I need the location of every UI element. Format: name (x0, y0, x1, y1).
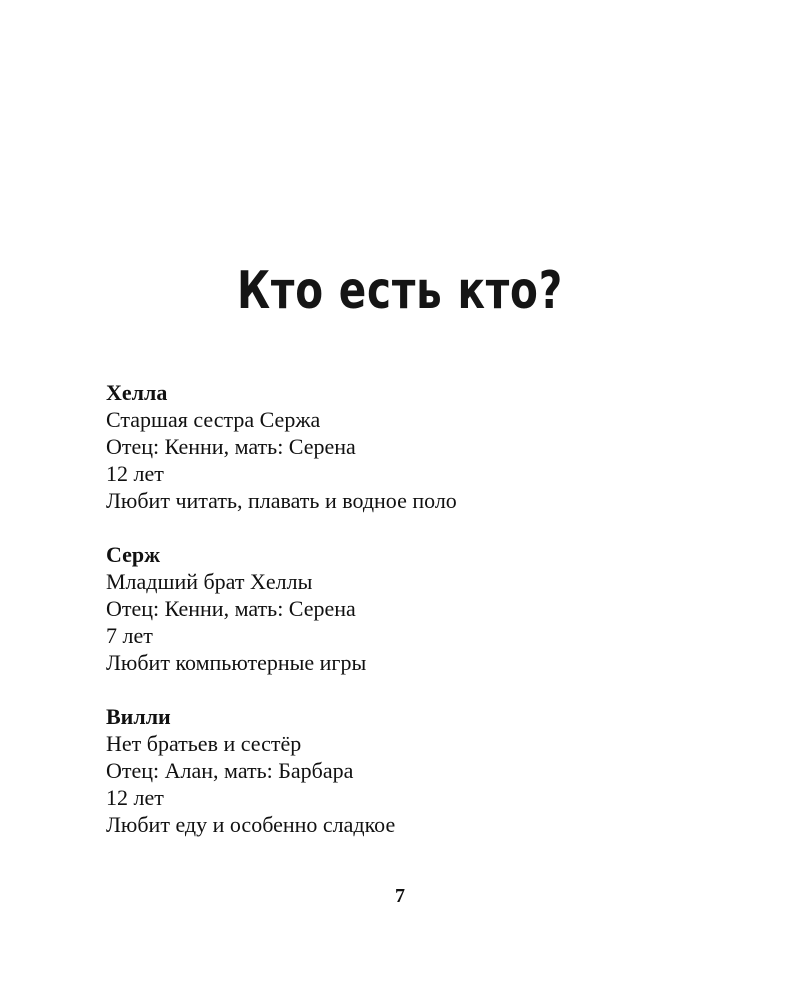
character-relation: Старшая сестра Сержа (106, 407, 321, 432)
page-title: Кто есть кто? (236, 261, 564, 321)
page-number: 7 (395, 885, 405, 907)
character-age: 12 лет (106, 785, 164, 810)
character-entry-willy (106, 703, 766, 838)
character-entry-serge (106, 541, 766, 676)
character-hobby: Любит еду и особенно сладкое (106, 812, 396, 837)
character-hobby: Любит компьютерные игры (106, 650, 367, 675)
character-relation: Нет братьев и сестёр (106, 731, 302, 756)
character-name: Вилли (106, 704, 171, 729)
character-parents: Отец: Кенни, мать: Серена (106, 434, 356, 459)
character-parents: Отец: Алан, мать: Барбара (106, 758, 354, 783)
character-name: Хелла (106, 380, 168, 405)
character-hobby: Любит читать, плавать и водное поло (106, 488, 457, 513)
character-list (106, 379, 766, 865)
character-entry-hella (106, 379, 766, 514)
character-name: Серж (106, 542, 161, 567)
character-age: 7 лет (106, 623, 153, 648)
character-parents: Отец: Кенни, мать: Серена (106, 596, 356, 621)
character-relation: Младший брат Хеллы (106, 569, 313, 594)
character-age: 12 лет (106, 461, 164, 486)
